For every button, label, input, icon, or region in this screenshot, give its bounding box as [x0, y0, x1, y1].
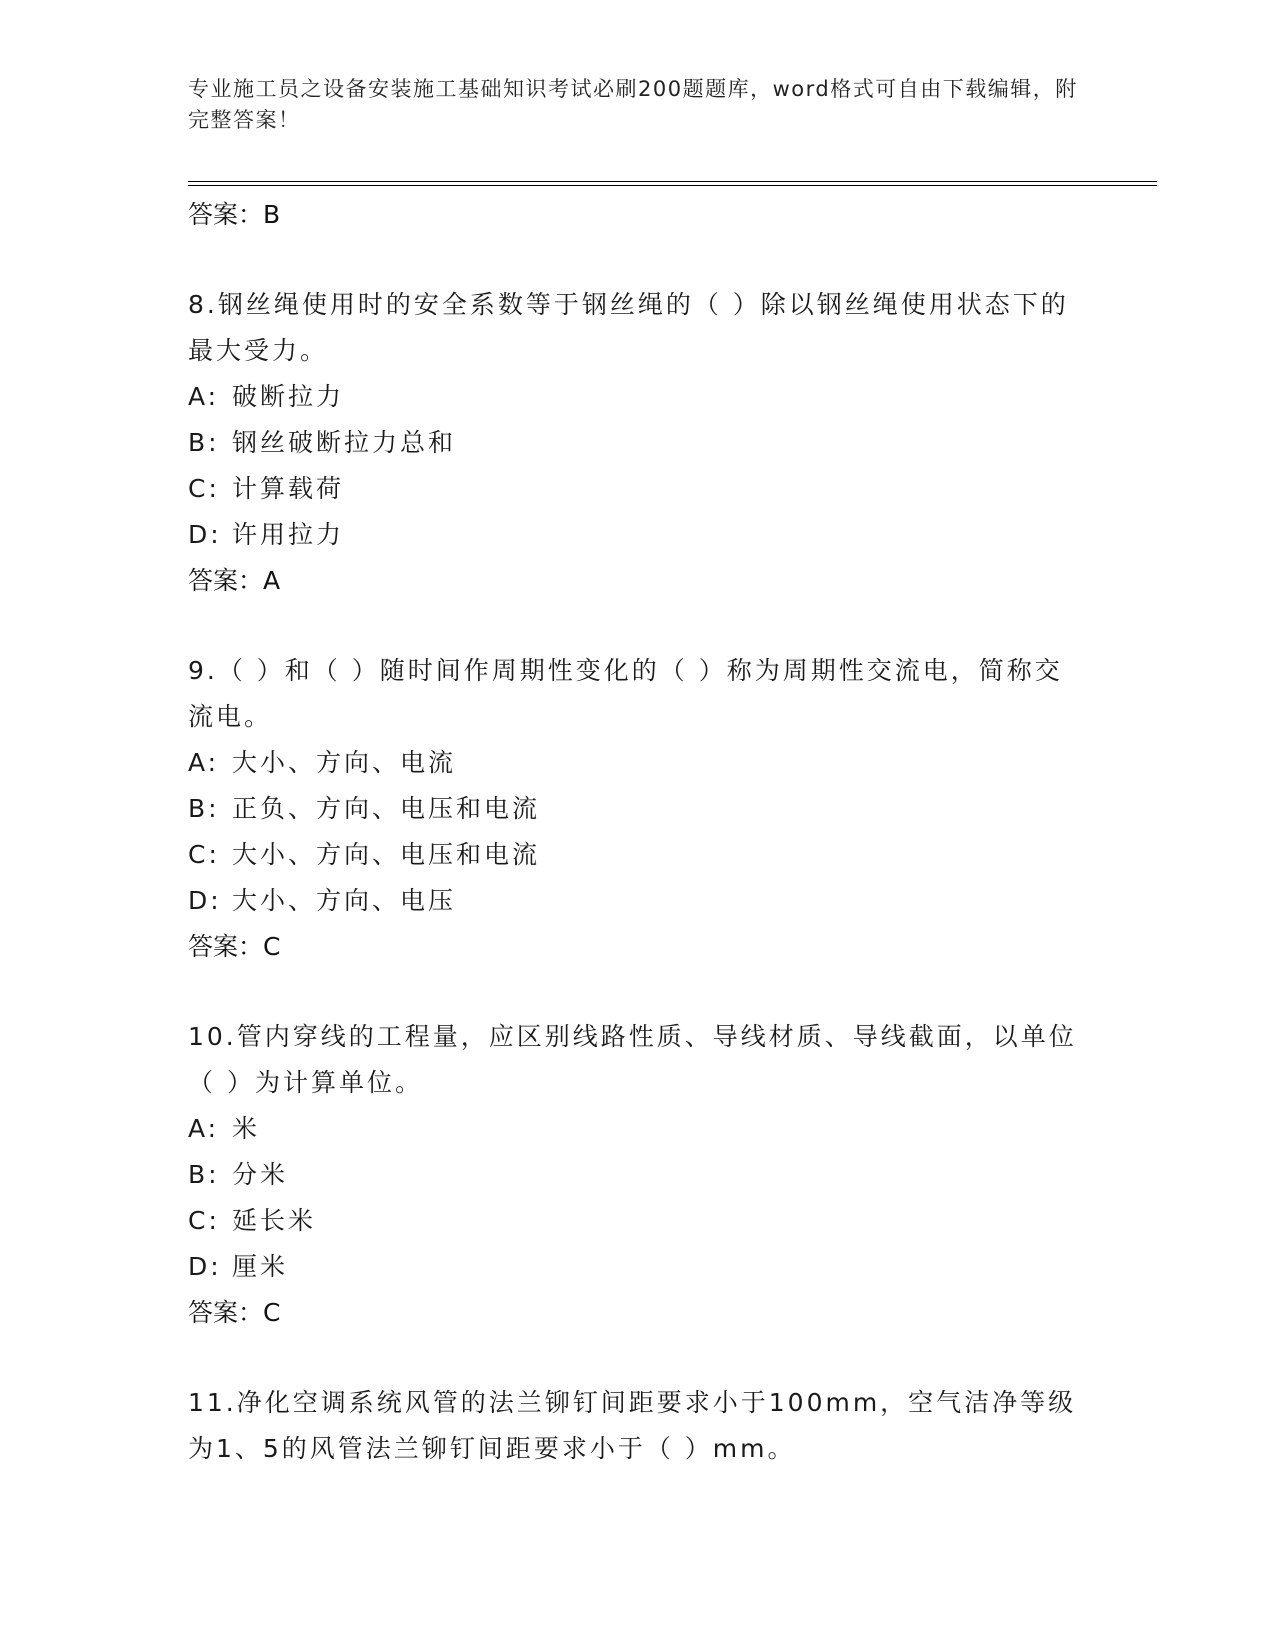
- option-b: [188, 1152, 1088, 1198]
- option-a: [188, 1106, 1088, 1152]
- option-b: [188, 786, 1088, 832]
- question-11: [188, 1380, 1088, 1472]
- option-c: [188, 1198, 1088, 1244]
- option-label: C:: [188, 474, 220, 503]
- question-text: 10.管内穿线的工程量，应区别线路性质、导线材质、导线截面，以单位（ ）为计算单位。: [188, 1022, 1077, 1097]
- option-label: A:: [188, 748, 220, 777]
- document-header: 专业施工员之设备安装施工基础知识考试必刷200题题库，word格式可自由下载编辑，附完整答案！: [188, 77, 1078, 132]
- option-label: B:: [188, 794, 220, 823]
- option-label: C:: [188, 1206, 220, 1235]
- answer-line: 答案：B: [188, 200, 281, 229]
- answer-line: 答案：C: [188, 932, 281, 961]
- option-label: A:: [188, 382, 220, 411]
- option-text: 正负、方向、电压和电流: [232, 794, 541, 823]
- option-a: [188, 374, 1088, 420]
- option-label: B:: [188, 1160, 220, 1189]
- question-8: [188, 282, 1088, 604]
- option-text: 米: [232, 1114, 261, 1143]
- option-text: 许用拉力: [232, 520, 345, 549]
- question-text: 11.净化空调系统风管的法兰铆钉间距要求小于100mm，空气洁净等级为1、5的风管法兰铆钉间距要求小于（ ）mm。: [188, 1388, 1077, 1463]
- option-text: 延长米: [232, 1206, 317, 1235]
- option-text: 钢丝破断拉力总和: [232, 428, 457, 457]
- answer-line: 答案：C: [188, 1298, 281, 1327]
- option-label: C:: [188, 840, 220, 869]
- option-text: 大小、方向、电压和电流: [232, 840, 541, 869]
- option-text: 大小、方向、电压: [232, 886, 457, 915]
- option-text: 分米: [232, 1160, 289, 1189]
- option-b: [188, 420, 1088, 466]
- answer-line: 答案：A: [188, 566, 281, 595]
- option-a: [188, 740, 1088, 786]
- document-content: [188, 192, 1088, 1472]
- option-label: D:: [188, 520, 222, 549]
- question-text: 8.钢丝绳使用时的安全系数等于钢丝绳的（ ）除以钢丝绳使用状态下的最大受力。: [188, 290, 1069, 365]
- question-10: [188, 1014, 1088, 1336]
- option-text: 破断拉力: [232, 382, 345, 411]
- option-label: A:: [188, 1114, 220, 1143]
- question-9: [188, 648, 1088, 970]
- option-text: 厘米: [232, 1252, 289, 1281]
- option-label: D:: [188, 1252, 222, 1281]
- option-text: 大小、方向、电流: [232, 748, 457, 777]
- option-c: [188, 466, 1088, 512]
- header-divider-bottom: [188, 185, 1157, 186]
- header-divider-top: [188, 181, 1157, 182]
- option-label: D:: [188, 886, 222, 915]
- question-text: 9.（ ）和（ ）随时间作周期性变化的（ ）称为周期性交流电，简称交流电。: [188, 656, 1063, 731]
- option-c: [188, 832, 1088, 878]
- option-d: [188, 1244, 1088, 1290]
- option-text: 计算载荷: [232, 474, 345, 503]
- option-label: B:: [188, 428, 220, 457]
- option-d: [188, 512, 1088, 558]
- option-d: [188, 878, 1088, 924]
